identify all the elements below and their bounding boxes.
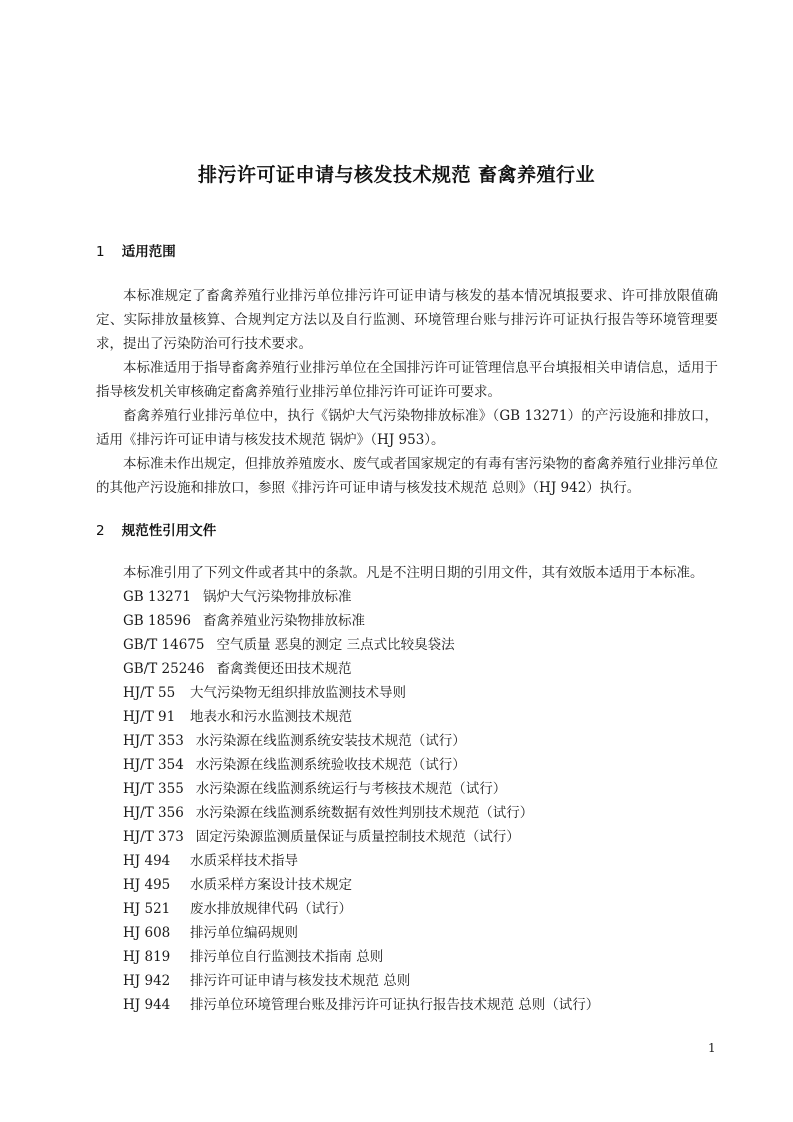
reference-name: 水污染源在线监测系统数据有效性判别技术规范（试行） bbox=[195, 805, 534, 821]
reference-name: 水污染源在线监测系统安装技术规范（试行） bbox=[195, 733, 466, 749]
reference-name: 地表水和污水监测技术规范 bbox=[190, 709, 352, 725]
reference-name: 固定污染源监测质量保证与质量控制技术规范（试行） bbox=[195, 829, 520, 845]
reference-name: 水污染源在线监测系统运行与考核技术规范（试行） bbox=[195, 781, 507, 797]
reference-item bbox=[123, 729, 599, 753]
reference-item bbox=[123, 657, 599, 681]
reference-item bbox=[123, 849, 599, 873]
reference-code: GB 13271 bbox=[123, 589, 191, 605]
reference-item bbox=[123, 945, 599, 969]
reference-code: GB/T 25246 bbox=[123, 661, 205, 677]
reference-item bbox=[123, 993, 599, 1017]
paragraph: 本标准适用于指导畜禽养殖行业排污单位在全国排污许可证管理信息平台填报相关申请信息，适用于指导核发机关审核确定畜禽养殖行业排污单位排污许可证许可要求。 bbox=[96, 360, 718, 400]
document-title: 排污许可证申请与核发技术规范 畜禽养殖行业 bbox=[197, 164, 596, 186]
reference-item bbox=[123, 801, 599, 825]
reference-item bbox=[123, 705, 599, 729]
reference-item bbox=[123, 609, 599, 633]
section-1-body bbox=[96, 284, 718, 500]
reference-name: 畜禽粪便还田技术规范 bbox=[216, 661, 352, 677]
reference-item bbox=[123, 897, 599, 921]
reference-item bbox=[123, 585, 599, 609]
reference-name: 畜禽养殖业污染物排放标准 bbox=[202, 613, 365, 629]
paragraph: 本标准规定了畜禽养殖行业排污单位排污许可证申请与核发的基本情况填报要求、许可排放限值确定、实际排放量核算、合规判定方法以及自行监测、环境管理台账与排污许可证执行报告等环境管理要求，提出了污染防治可行技术要求。 bbox=[96, 288, 718, 352]
reference-name: 水污染源在线监测系统验收技术规范（试行） bbox=[195, 757, 466, 773]
paragraph: 畜禽养殖行业排污单位中，执行《锅炉大气污染物排放标准》（GB 13271）的产污设施和排放口，适用《排污许可证申请与核发技术规范 锅炉》（HJ 953）。 bbox=[96, 408, 718, 448]
section-1-number: 1 bbox=[96, 244, 105, 260]
section-1-title: 适用范围 bbox=[121, 244, 176, 260]
reference-code: HJ/T 354 bbox=[123, 757, 184, 773]
reference-code: HJ/T 353 bbox=[123, 733, 184, 749]
reference-code: HJ 819 bbox=[123, 949, 171, 965]
reference-name: 水质采样技术指导 bbox=[190, 853, 298, 869]
reference-list bbox=[123, 585, 599, 1017]
reference-item bbox=[123, 753, 599, 777]
reference-name: 水质采样方案设计技术规定 bbox=[190, 877, 352, 893]
section-2-heading bbox=[96, 519, 216, 539]
reference-item bbox=[123, 825, 599, 849]
reference-code: HJ/T 373 bbox=[123, 829, 184, 845]
reference-code: HJ/T 91 bbox=[123, 709, 176, 725]
reference-name: 锅炉大气污染物排放标准 bbox=[202, 589, 352, 605]
reference-code: HJ/T 356 bbox=[123, 805, 184, 821]
reference-code: HJ 608 bbox=[123, 925, 171, 941]
reference-item bbox=[123, 633, 599, 657]
page-number: 1 bbox=[708, 1041, 716, 1055]
reference-item bbox=[123, 681, 599, 705]
reference-code: HJ 942 bbox=[123, 973, 171, 989]
reference-code: GB 18596 bbox=[123, 613, 191, 629]
section-2-intro: 本标准引用了下列文件或者其中的条款。凡是不注明日期的引用文件，其有效版本适用于本标准。 bbox=[123, 565, 704, 581]
section-2-title: 规范性引用文件 bbox=[121, 523, 217, 539]
reference-name: 排污单位编码规则 bbox=[190, 925, 298, 941]
reference-name: 废水排放规律代码（试行） bbox=[190, 901, 352, 917]
section-1-heading bbox=[96, 240, 176, 260]
reference-code: HJ 944 bbox=[123, 997, 171, 1013]
reference-name: 大气污染物无组织排放监测技术导则 bbox=[190, 685, 406, 701]
reference-name: 排污单位环境管理台账及排污许可证执行报告技术规范 总则（试行） bbox=[190, 997, 600, 1013]
reference-item bbox=[123, 777, 599, 801]
reference-code: HJ/T 355 bbox=[123, 781, 184, 797]
reference-item bbox=[123, 969, 599, 993]
reference-code: HJ 494 bbox=[123, 853, 171, 869]
section-2-number: 2 bbox=[96, 523, 105, 539]
reference-name: 空气质量 恶臭的测定 三点式比较臭袋法 bbox=[216, 637, 455, 653]
reference-name: 排污许可证申请与核发技术规范 总则 bbox=[190, 973, 411, 989]
reference-name: 排污单位自行监测技术指南 总则 bbox=[190, 949, 384, 965]
paragraph: 本标准未作出规定，但排放养殖废水、废气或者国家规定的有毒有害污染物的畜禽养殖行业排污单位的其他产污设施和排放口，参照《排污许可证申请与核发技术规范 总则》（HJ 942）执行。 bbox=[96, 456, 718, 496]
reference-item bbox=[123, 921, 599, 945]
reference-code: HJ 521 bbox=[123, 901, 171, 917]
reference-code: HJ 495 bbox=[123, 877, 171, 893]
reference-code: HJ/T 55 bbox=[123, 685, 176, 701]
reference-code: GB/T 14675 bbox=[123, 637, 205, 653]
reference-item bbox=[123, 873, 599, 897]
